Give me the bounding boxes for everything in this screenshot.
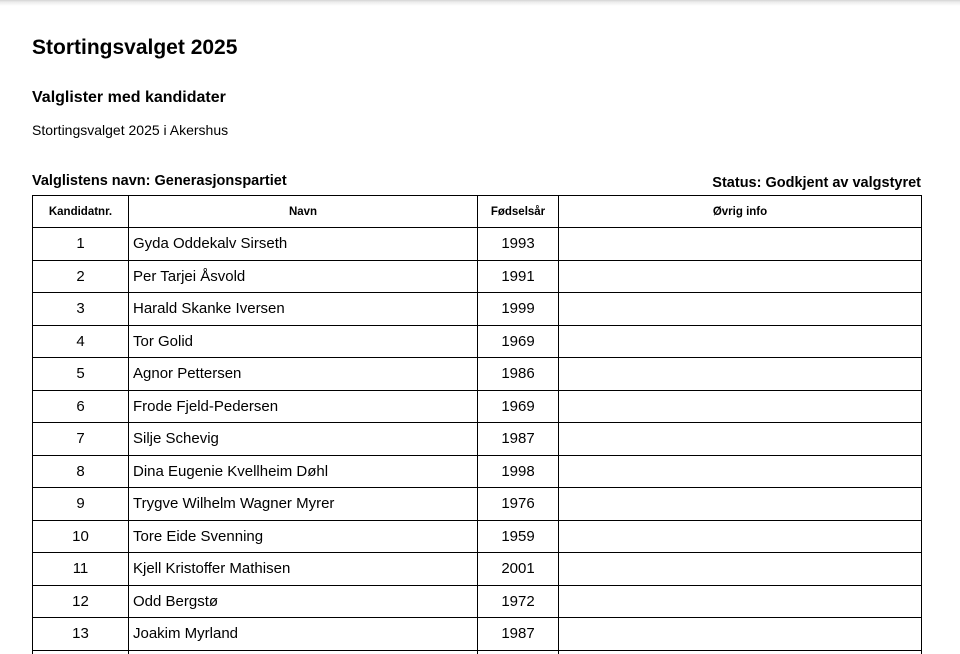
candidate-name: Joakim Myrland xyxy=(129,618,478,651)
table-row xyxy=(33,585,922,618)
candidate-name: Odd Bergstø xyxy=(129,585,478,618)
candidate-birth-year: 1987 xyxy=(478,423,559,456)
candidate-other-info xyxy=(559,293,922,326)
candidate-number: 8 xyxy=(33,455,129,488)
candidate-number: 6 xyxy=(33,390,129,423)
candidate-other-info xyxy=(559,325,922,358)
candidate-other-info xyxy=(559,228,922,261)
candidate-birth-year: 1959 xyxy=(478,520,559,553)
candidate-birth-year: 1991 xyxy=(478,260,559,293)
page-top-shadow xyxy=(0,0,960,6)
candidate-birth-year: 1976 xyxy=(478,488,559,521)
candidate-name: Per Tarjei Åsvold xyxy=(129,260,478,293)
table-row xyxy=(33,488,922,521)
table-header-row xyxy=(33,196,922,228)
candidate-birth-year: 1998 xyxy=(478,455,559,488)
table-row xyxy=(33,520,922,553)
candidate-name xyxy=(129,650,478,654)
candidate-number: 13 xyxy=(33,618,129,651)
candidate-other-info xyxy=(559,358,922,391)
candidate-birth-year: 1972 xyxy=(478,585,559,618)
candidate-name: Kjell Kristoffer Mathisen xyxy=(129,553,478,586)
page-subtitle: Valglister med kandidater xyxy=(32,89,226,106)
candidate-number: 7 xyxy=(33,423,129,456)
candidate-table-body xyxy=(33,228,922,654)
candidate-other-info xyxy=(559,488,922,521)
candidate-number xyxy=(33,650,129,654)
table-row xyxy=(33,618,922,651)
candidate-name: Dina Eugenie Kvellheim Døhl xyxy=(129,455,478,488)
candidate-name: Harald Skanke Iversen xyxy=(129,293,478,326)
candidate-birth-year: 1999 xyxy=(478,293,559,326)
candidate-name: Silje Schevig xyxy=(129,423,478,456)
header-birth-year: Fødselsår xyxy=(478,196,559,228)
candidate-birth-year: 1969 xyxy=(478,325,559,358)
candidate-name: Frode Fjeld-Pedersen xyxy=(129,390,478,423)
candidate-number: 1 xyxy=(33,228,129,261)
header-name: Navn xyxy=(129,196,478,228)
table-row xyxy=(33,325,922,358)
header-other-info: Øvrig info xyxy=(559,196,922,228)
candidate-other-info xyxy=(559,585,922,618)
candidate-birth-year: 1969 xyxy=(478,390,559,423)
table-row xyxy=(33,553,922,586)
table-row xyxy=(33,455,922,488)
candidate-number: 4 xyxy=(33,325,129,358)
candidate-name: Agnor Pettersen xyxy=(129,358,478,391)
candidate-number: 11 xyxy=(33,553,129,586)
candidate-other-info xyxy=(559,455,922,488)
candidate-name: Tor Golid xyxy=(129,325,478,358)
candidate-number: 10 xyxy=(33,520,129,553)
candidate-other-info xyxy=(559,260,922,293)
candidate-other-info xyxy=(559,390,922,423)
candidate-birth-year: 1986 xyxy=(478,358,559,391)
candidate-name: Trygve Wilhelm Wagner Myrer xyxy=(129,488,478,521)
table-row xyxy=(33,260,922,293)
candidate-number: 3 xyxy=(33,293,129,326)
candidate-table xyxy=(32,195,922,654)
list-name-label: Valglistens navn: Generasjonspartiet xyxy=(32,173,287,189)
table-row xyxy=(33,358,922,391)
election-description: Stortingsvalget 2025 i Akershus xyxy=(32,122,229,138)
candidate-other-info xyxy=(559,553,922,586)
table-row xyxy=(33,293,922,326)
table-row xyxy=(33,423,922,456)
header-candidate-number: Kandidatnr. xyxy=(33,196,129,228)
status-label: Status: Godkjent av valgstyret xyxy=(712,175,921,191)
candidate-number: 5 xyxy=(33,358,129,391)
candidate-birth-year xyxy=(478,650,559,654)
candidate-birth-year: 1993 xyxy=(478,228,559,261)
candidate-name: Tore Eide Svenning xyxy=(129,520,478,553)
candidate-number: 2 xyxy=(33,260,129,293)
candidate-other-info xyxy=(559,618,922,651)
page-title: Stortingsvalget 2025 xyxy=(32,36,238,59)
candidate-birth-year: 1987 xyxy=(478,618,559,651)
candidate-other-info xyxy=(559,520,922,553)
candidate-other-info xyxy=(559,650,922,654)
candidate-number: 12 xyxy=(33,585,129,618)
table-row xyxy=(33,228,922,261)
candidate-name: Gyda Oddekalv Sirseth xyxy=(129,228,478,261)
candidate-other-info xyxy=(559,423,922,456)
candidate-number: 9 xyxy=(33,488,129,521)
table-row xyxy=(33,390,922,423)
candidate-birth-year: 2001 xyxy=(478,553,559,586)
table-row xyxy=(33,650,922,654)
